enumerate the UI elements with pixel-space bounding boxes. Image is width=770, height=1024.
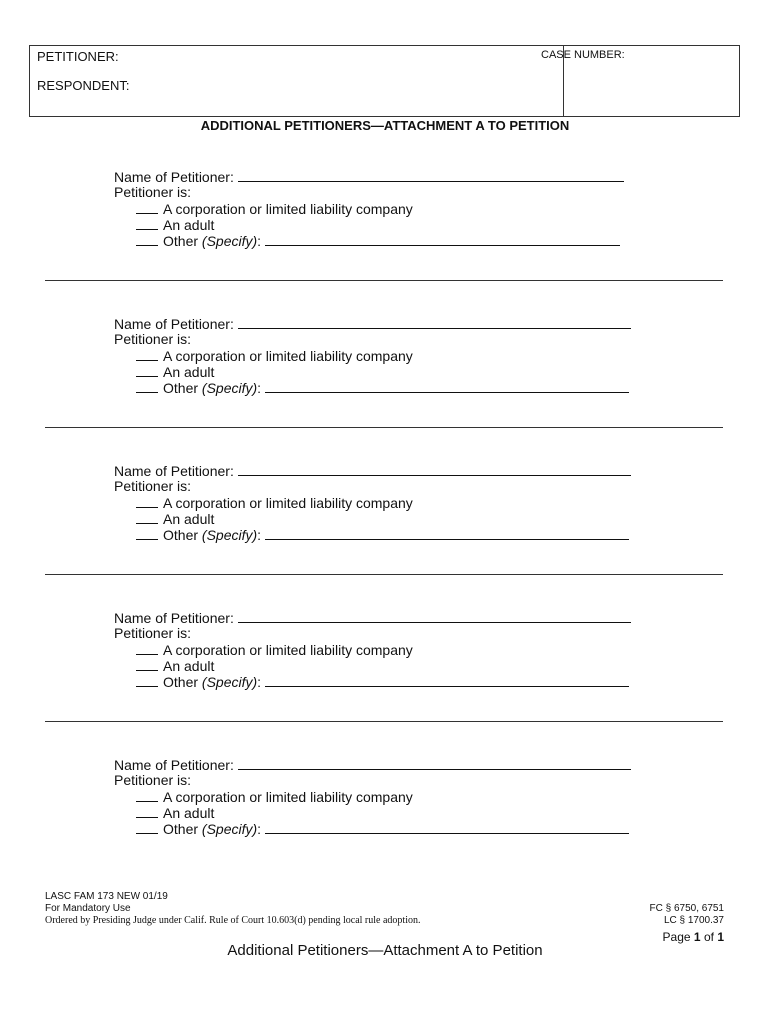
- adult-checkbox[interactable]: [136, 804, 158, 818]
- other-specify-label: (Specify): [201, 233, 258, 249]
- respondent-label: RESPONDENT:: [37, 78, 130, 93]
- caption-box: [29, 45, 740, 117]
- name-row: [114, 756, 631, 773]
- other-specify-label: (Specify): [201, 674, 258, 690]
- other-specify-field[interactable]: [265, 379, 629, 393]
- option-adult: [136, 363, 214, 380]
- page-number: Page 1 of 1: [662, 930, 724, 944]
- adult-label: An adult: [163, 217, 215, 233]
- name-of-petitioner-label: Name of Petitioner:: [114, 757, 234, 773]
- petitioner-is-label: Petitioner is:: [114, 478, 192, 494]
- other-specify-field[interactable]: [265, 673, 629, 687]
- other-label: Other: [163, 380, 199, 396]
- other-colon: :: [257, 674, 262, 690]
- other-checkbox[interactable]: [136, 232, 158, 246]
- adult-label: An adult: [163, 511, 215, 527]
- other-checkbox[interactable]: [136, 820, 158, 834]
- option-corporation: [136, 347, 413, 364]
- name-of-petitioner-label: Name of Petitioner:: [114, 316, 234, 332]
- petitioner-block: [114, 756, 634, 846]
- petitioner-is-label: Petitioner is:: [114, 184, 192, 200]
- corporation-checkbox[interactable]: [136, 347, 158, 361]
- option-other: [136, 526, 629, 543]
- adult-checkbox[interactable]: [136, 510, 158, 524]
- form-number: LASC FAM 173 NEW 01/19: [45, 891, 168, 902]
- option-other: [136, 820, 629, 837]
- option-corporation: [136, 788, 413, 805]
- petitioner-block: [114, 315, 634, 405]
- corporation-label: A corporation or limited liability company: [163, 789, 413, 805]
- lc-reference: LC § 1700.37: [663, 915, 724, 926]
- petitioner-is-label: Petitioner is:: [114, 625, 192, 641]
- adult-label: An adult: [163, 805, 215, 821]
- other-specify-field[interactable]: [265, 820, 629, 834]
- adult-label: An adult: [163, 658, 215, 674]
- corporation-label: A corporation or limited liability company: [163, 495, 413, 511]
- fc-reference: FC § 6750, 6751: [649, 903, 724, 914]
- option-other: [136, 232, 620, 249]
- option-corporation: [136, 641, 413, 658]
- option-other: [136, 673, 629, 690]
- name-of-petitioner-field[interactable]: [238, 462, 631, 476]
- name-of-petitioner-field[interactable]: [238, 168, 624, 182]
- option-adult: [136, 510, 214, 527]
- ordered-by: Ordered by Presiding Judge under Calif. Rule of Court 10.603(d) pending local rule adoption.: [45, 915, 421, 926]
- corporation-checkbox[interactable]: [136, 788, 158, 802]
- other-checkbox[interactable]: [136, 526, 158, 540]
- name-of-petitioner-label: Name of Petitioner:: [114, 463, 234, 479]
- other-specify-field[interactable]: [265, 232, 620, 246]
- option-corporation: [136, 494, 413, 511]
- form-title: ADDITIONAL PETITIONERS—ATTACHMENT A TO PETITION: [200, 118, 570, 133]
- mandatory-use: For Mandatory Use: [45, 903, 131, 914]
- name-of-petitioner-label: Name of Petitioner:: [114, 169, 234, 185]
- adult-checkbox[interactable]: [136, 657, 158, 671]
- adult-checkbox[interactable]: [136, 216, 158, 230]
- other-checkbox[interactable]: [136, 673, 158, 687]
- name-of-petitioner-field[interactable]: [238, 756, 631, 770]
- petitioner-block: [114, 462, 634, 552]
- section-separator: [45, 574, 723, 575]
- option-adult: [136, 216, 214, 233]
- other-colon: :: [257, 380, 262, 396]
- section-separator: [45, 721, 723, 722]
- other-checkbox[interactable]: [136, 379, 158, 393]
- name-of-petitioner-field[interactable]: [238, 315, 631, 329]
- petitioner-is-label: Petitioner is:: [114, 772, 192, 788]
- case-number-label: CASE NUMBER:: [541, 49, 625, 61]
- corporation-checkbox[interactable]: [136, 494, 158, 508]
- option-other: [136, 379, 629, 396]
- name-row: [114, 168, 624, 185]
- petitioner-block: [114, 609, 634, 699]
- corporation-label: A corporation or limited liability company: [163, 348, 413, 364]
- other-label: Other: [163, 527, 199, 543]
- other-specify-label: (Specify): [201, 380, 258, 396]
- footer-title: Additional Petitioners—Attachment A to Petition: [227, 942, 543, 959]
- adult-checkbox[interactable]: [136, 363, 158, 377]
- section-separator: [45, 427, 723, 428]
- option-adult: [136, 657, 214, 674]
- option-corporation: [136, 200, 413, 217]
- other-specify-label: (Specify): [201, 821, 258, 837]
- name-row: [114, 315, 631, 332]
- section-separator: [45, 280, 723, 281]
- corporation-checkbox[interactable]: [136, 200, 158, 214]
- other-colon: :: [257, 821, 262, 837]
- other-colon: :: [257, 527, 262, 543]
- adult-label: An adult: [163, 364, 215, 380]
- corporation-label: A corporation or limited liability company: [163, 642, 413, 658]
- other-label: Other: [163, 233, 199, 249]
- other-specify-label: (Specify): [201, 527, 258, 543]
- other-colon: :: [257, 233, 262, 249]
- footer-left: [45, 891, 420, 927]
- corporation-label: A corporation or limited liability company: [163, 201, 413, 217]
- footer-right: [650, 903, 725, 927]
- petitioner-block: [114, 168, 634, 258]
- name-of-petitioner-label: Name of Petitioner:: [114, 610, 234, 626]
- name-row: [114, 609, 631, 626]
- name-row: [114, 462, 631, 479]
- petitioner-label: PETITIONER:: [37, 49, 119, 64]
- other-label: Other: [163, 821, 199, 837]
- petitioner-is-label: Petitioner is:: [114, 331, 192, 347]
- corporation-checkbox[interactable]: [136, 641, 158, 655]
- name-of-petitioner-field[interactable]: [238, 609, 631, 623]
- other-label: Other: [163, 674, 199, 690]
- other-specify-field[interactable]: [265, 526, 629, 540]
- option-adult: [136, 804, 214, 821]
